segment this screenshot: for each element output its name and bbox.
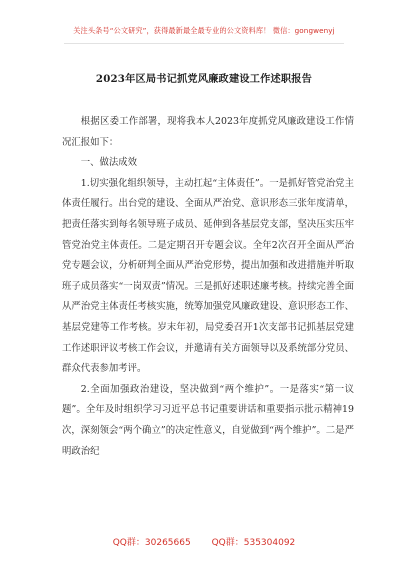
- section-heading: 一、做法成效: [80, 157, 138, 169]
- document-title: 2023年区局书记抓党风廉政建设工作述职报告: [95, 73, 313, 85]
- body-paragraph-2: 2.全面加强政治建设，坚决做到“两个维护”。一是落实“第一议题”。全年及时组织学习习近平总书记重要讲话和重要指示批示精神19次，深刻领会“两个确立”的决定性意义，自觉做到“两个维护”。二是严明政治纪: [62, 383, 354, 457]
- header-divider: [64, 43, 344, 44]
- qq-group-2: QQ群：535304092: [211, 538, 296, 548]
- top-banner: 关注头条号“公文研究”，获得最新最全最专业的公文资料库！ 微信：gongwenyj: [73, 26, 335, 35]
- qq-group-1: QQ群：30265665: [112, 538, 191, 548]
- body-paragraph-1: 1.切实强化组织领导，主动扛起“主体责任”。一是抓好管党治党主体责任履行。出台党的建设、全面从严治党、意识形态三张年度清单，把责任落实到每名领导班子成员、延伸到各基层党支部，坚决压实压牢管党治党主体责任。二是定期召开专题会议。全年2次召开全面从严治党专题会议，分析研判全面从严治党形势，提出加强和改进措施并听取班子成员落实“一岗双责”情况。三是抓好述职述廉考核。持续完善全面从严治党主体责任考核实施，统筹加强党风廉政建设、意识形态工作、基层党建等工作考核。岁末年初，局党委召开1次支部书记抓基层党建工作述职评议考核工作会议，并邀请有关方面领导以及系统部分党员、群众代表参加考评。: [62, 177, 354, 375]
- document-body: [62, 112, 354, 462]
- footer-banner: [0, 535, 408, 548]
- intro-paragraph: 根据区委工作部署，现将我本人2023年度抓党风廉政建设工作情况汇报如下：: [62, 116, 354, 148]
